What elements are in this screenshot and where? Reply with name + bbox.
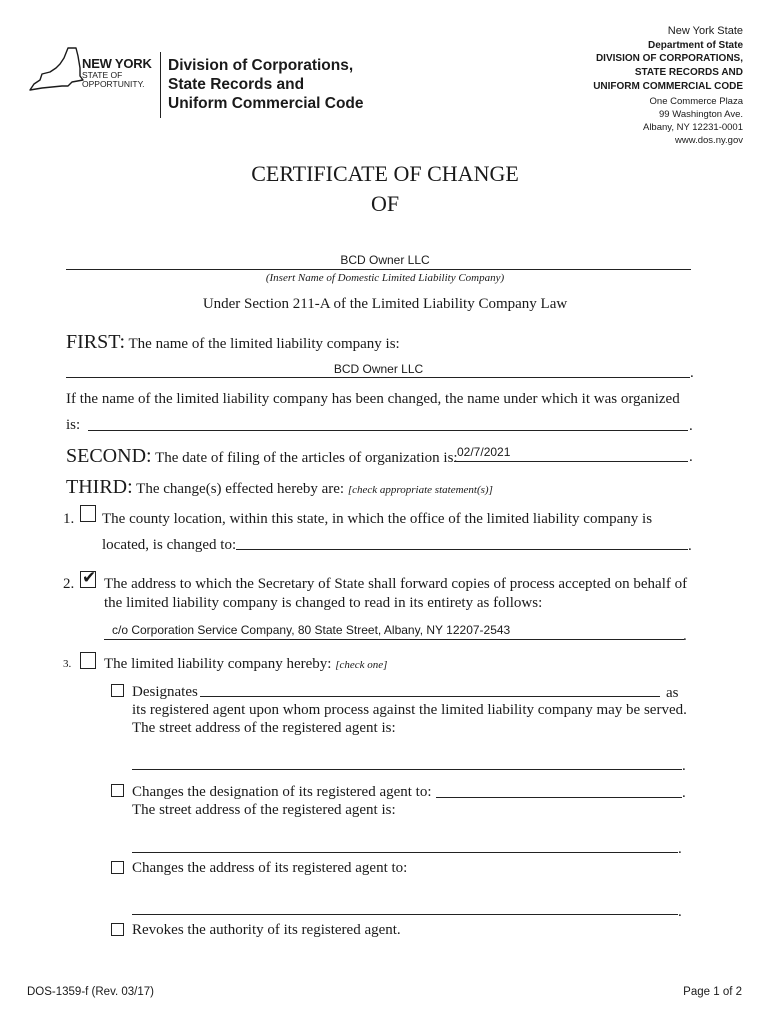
second-date-line: [454, 461, 688, 462]
logo-opportunity: OPPORTUNITY.: [82, 79, 145, 89]
header-website: www.dos.ny.gov: [675, 135, 743, 146]
changes-address-line: [132, 914, 678, 915]
division-name: [168, 56, 364, 113]
header-state: New York State: [667, 25, 743, 37]
first-changed-text: If the name of the limited liability company has been changed, the name under which it was organized: [66, 391, 680, 407]
changes-designation-checkbox[interactable]: [111, 784, 124, 797]
item3-number: 3.: [63, 658, 72, 670]
header-addr-1: One Commerce Plaza: [649, 96, 743, 107]
header-div-2: STATE RECORDS AND: [634, 67, 743, 78]
period: .: [678, 904, 682, 920]
first-name-field[interactable]: BCD Owner LLC: [333, 362, 424, 376]
changes-designation-address-line: [132, 852, 678, 853]
division-line-1: Division of Corporations,: [168, 57, 354, 74]
first-statement: [66, 333, 400, 353]
period: .: [683, 628, 687, 644]
page-title: CERTIFICATE OF CHANGE: [251, 161, 519, 186]
header-div-1: DIVISION OF CORPORATIONS,: [595, 53, 743, 64]
second-label: SECOND:: [66, 445, 152, 467]
period: .: [688, 538, 692, 554]
item3-statement: [104, 655, 387, 674]
item2-text2: the limited liability company is changed to read in its entirety as follows:: [104, 595, 543, 611]
third-text: The change(s) effected hereby are:: [136, 481, 345, 497]
form-number: DOS-1359-f (Rev. 03/17): [27, 986, 154, 998]
changes-address-checkbox[interactable]: [111, 861, 124, 874]
first-text: The name of the limited liability company is:: [128, 336, 400, 352]
logo-divider: [160, 52, 161, 118]
header-addr-2: 99 Washington Ave.: [659, 109, 743, 120]
item1-text2: located, is changed to:: [102, 537, 237, 553]
designates-label: Designates: [132, 684, 198, 700]
designates-as: as: [666, 685, 679, 701]
changes-designation-label: Changes the designation of its registered agent to:: [132, 784, 432, 800]
designates-line2: its registered agent upon whom process against the limited liability company may be served.: [132, 702, 687, 718]
first-name-line: [66, 377, 690, 378]
item2-number: 2.: [63, 576, 75, 592]
item1-line: [236, 549, 688, 550]
header-dept: Department of State: [647, 40, 743, 51]
header-div-3: UNIFORM COMMERCIAL CODE: [593, 81, 743, 92]
designates-line3: The street address of the registered agent is:: [132, 720, 396, 736]
third-label: THIRD:: [66, 476, 133, 498]
company-name-caption: (Insert Name of Domestic Limited Liability Company): [265, 272, 505, 284]
changes-designation-line: [436, 797, 682, 798]
company-name-field[interactable]: BCD Owner LLC: [340, 253, 430, 267]
page-number: Page 1 of 2: [683, 986, 742, 998]
period: .: [682, 785, 686, 801]
company-name-line: [66, 269, 691, 270]
item2-checkbox[interactable]: [80, 568, 97, 588]
item3-text: The limited liability company hereby:: [104, 656, 332, 672]
revokes-label: Revokes the authority of its registered agent.: [132, 922, 401, 938]
period: .: [678, 841, 682, 857]
page-title-of: OF: [370, 191, 400, 216]
first-label: FIRST:: [66, 331, 126, 353]
item1-checkbox[interactable]: [80, 505, 96, 522]
changes-address-label: Changes the address of its registered agent to:: [132, 860, 408, 876]
period: .: [689, 449, 693, 465]
item3-hint: [check one]: [335, 659, 388, 671]
third-hint: [check appropriate statement(s)]: [347, 484, 493, 496]
revokes-checkbox[interactable]: [111, 923, 124, 936]
third-statement: [66, 478, 493, 499]
ny-state-outline-icon: [28, 46, 84, 94]
designates-agent-line: [200, 696, 660, 697]
item2-address-field[interactable]: c/o Corporation Service Company, 80 State Street, Albany, NY 12207-2543: [112, 623, 511, 637]
second-statement: [66, 447, 458, 467]
division-line-2: State Records and: [168, 76, 305, 93]
item3-checkbox[interactable]: [80, 652, 96, 669]
designates-address-line: [132, 769, 682, 770]
changes-designation-line2: The street address of the registered agent is:: [132, 802, 396, 818]
logo-state-of: STATE OF: [82, 70, 123, 80]
first-is-label: is:: [66, 417, 81, 433]
header-addr-3: Albany, NY 12231-0001: [642, 122, 743, 133]
item2-line: [104, 639, 684, 640]
period: .: [682, 758, 686, 774]
period: .: [689, 418, 693, 434]
section-law: Under Section 211-A of the Limited Liability Company Law: [202, 296, 568, 312]
second-text: The date of filing of the articles of organization is:: [155, 450, 458, 466]
item1-number: 1.: [63, 511, 75, 527]
checkmark-icon: ✔: [82, 568, 97, 588]
designates-checkbox[interactable]: [111, 684, 124, 697]
item2-text: The address to which the Secretary of State shall forward copies of process accepted on behalf of: [104, 576, 688, 592]
division-line-3: Uniform Commercial Code: [168, 95, 364, 112]
item1-text: The county location, within this state, in which the office of the limited liability company is: [102, 511, 653, 527]
logo-new-york: NEW YORK: [82, 56, 152, 71]
period: .: [690, 365, 694, 381]
second-date-field[interactable]: 02/7/2021: [457, 445, 511, 459]
first-is-line: [88, 430, 688, 431]
